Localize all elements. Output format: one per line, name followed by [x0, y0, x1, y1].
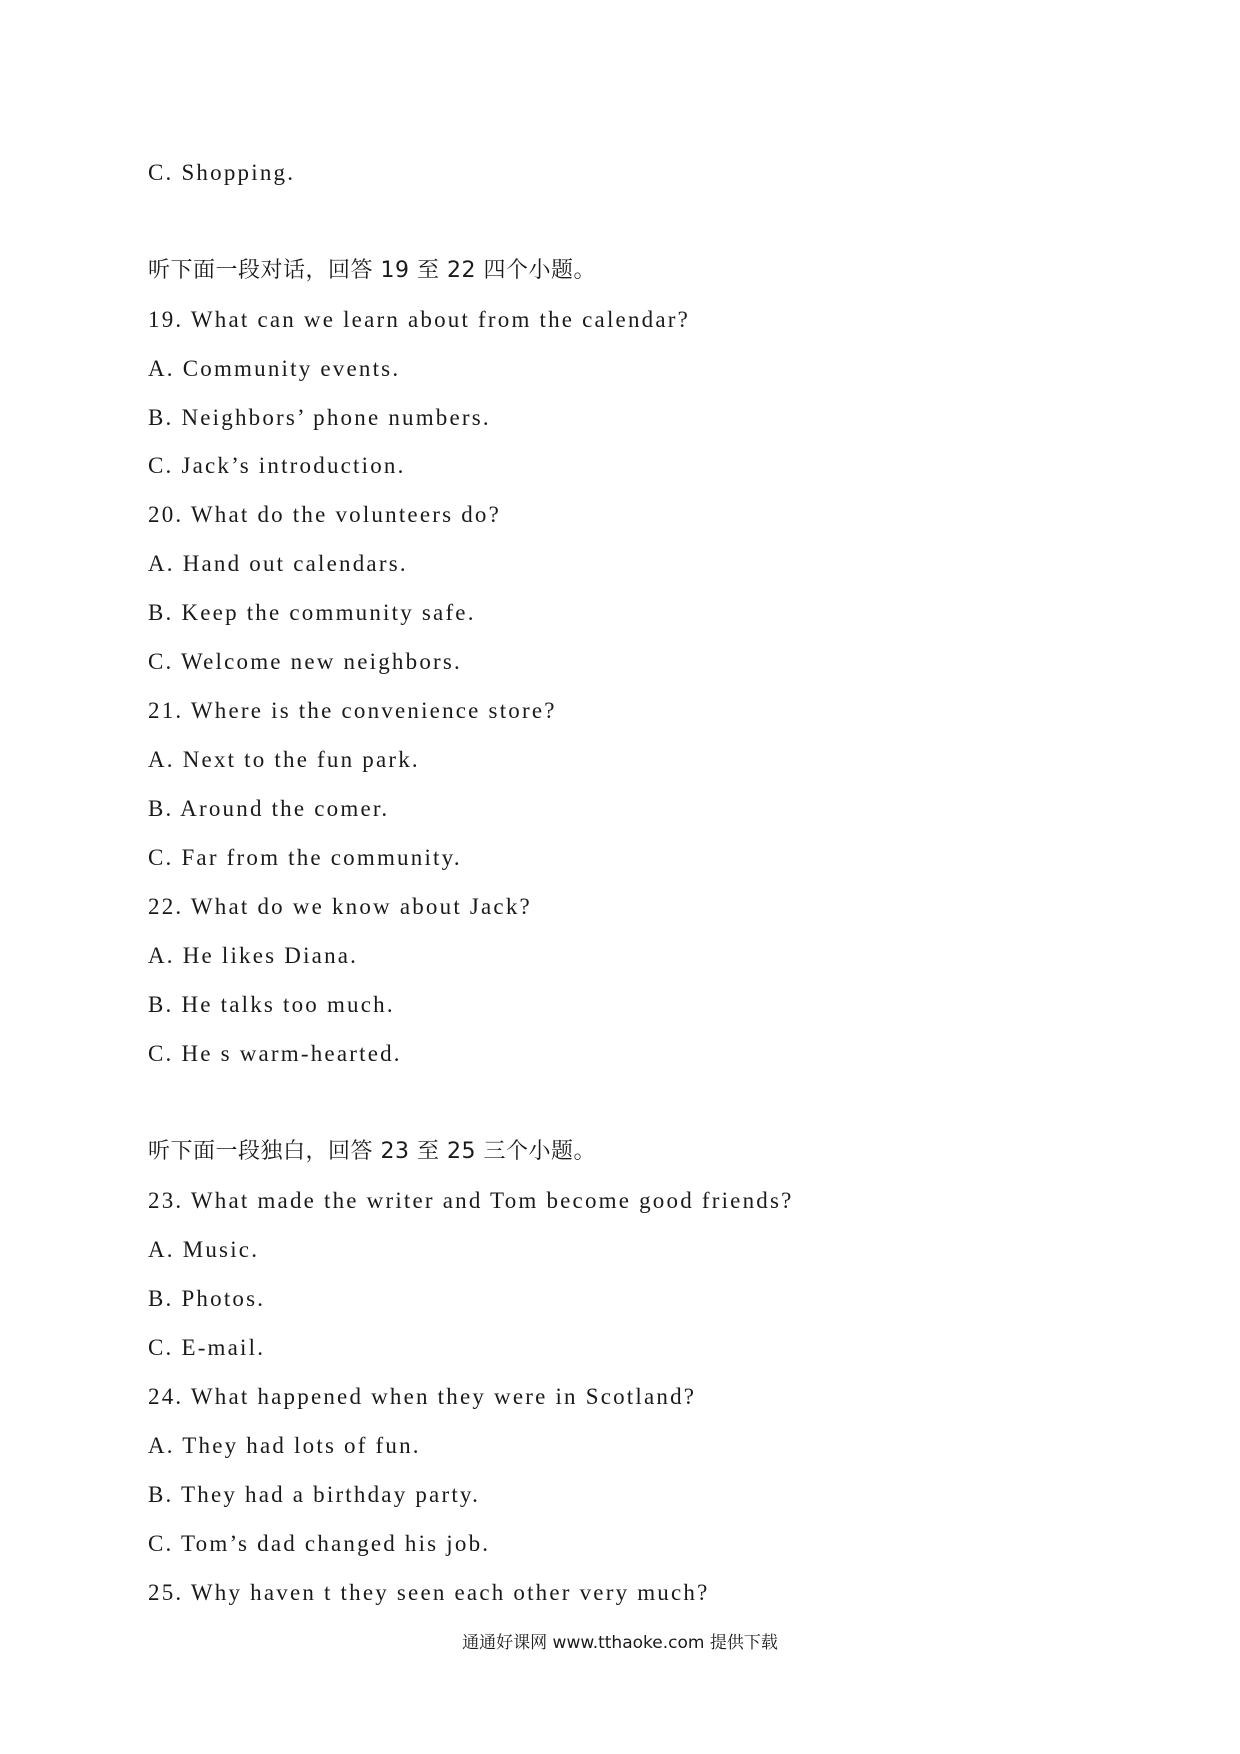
question-line: 24. What happened when they were in Scotland?	[148, 1384, 697, 1409]
option-line: C. Jack’s introduction.	[148, 453, 406, 478]
option-line: A. Music.	[148, 1237, 260, 1262]
option-line: C. Shopping.	[148, 160, 296, 185]
option-line: B. Around the comer.	[148, 796, 390, 821]
question-line: 25. Why haven t they seen each other very much?	[148, 1580, 710, 1605]
option-line: A. Next to the fun park.	[148, 747, 420, 772]
section-instruction: 听下面一段独白，回答 23 至 25 三个小题。	[148, 1139, 596, 1164]
option-line: B. Neighbors’ phone numbers.	[148, 405, 491, 430]
option-line: B. Keep the community safe.	[148, 600, 476, 625]
option-line: C. Welcome new neighbors.	[148, 649, 462, 674]
question-line: 19. What can we learn about from the calendar?	[148, 307, 691, 332]
section-instruction: 听下面一段对话，回答 19 至 22 四个小题。	[148, 258, 596, 283]
option-line: C. Tom’s dad changed his job.	[148, 1531, 491, 1556]
option-line: B. He talks too much.	[148, 992, 395, 1017]
option-line: B. They had a birthday party.	[148, 1482, 481, 1507]
option-line: C. He s warm-hearted.	[148, 1041, 402, 1066]
option-line: B. Photos.	[148, 1286, 266, 1311]
option-line: A. They had lots of fun.	[148, 1433, 421, 1458]
option-line: C. E-mail.	[148, 1335, 266, 1360]
question-line: 20. What do the volunteers do?	[148, 502, 502, 527]
question-line: 23. What made the writer and Tom become good friends?	[148, 1188, 794, 1213]
option-line: C. Far from the community.	[148, 845, 462, 870]
question-line: 21. Where is the convenience store?	[148, 698, 557, 723]
option-line: A. Hand out calendars.	[148, 551, 408, 576]
option-line: A. He likes Diana.	[148, 943, 359, 968]
option-line: A. Community events.	[148, 356, 401, 381]
page-footer: 通通好课网 www.tthaoke.com 提供下载	[462, 1633, 778, 1653]
question-line: 22. What do we know about Jack?	[148, 894, 532, 919]
